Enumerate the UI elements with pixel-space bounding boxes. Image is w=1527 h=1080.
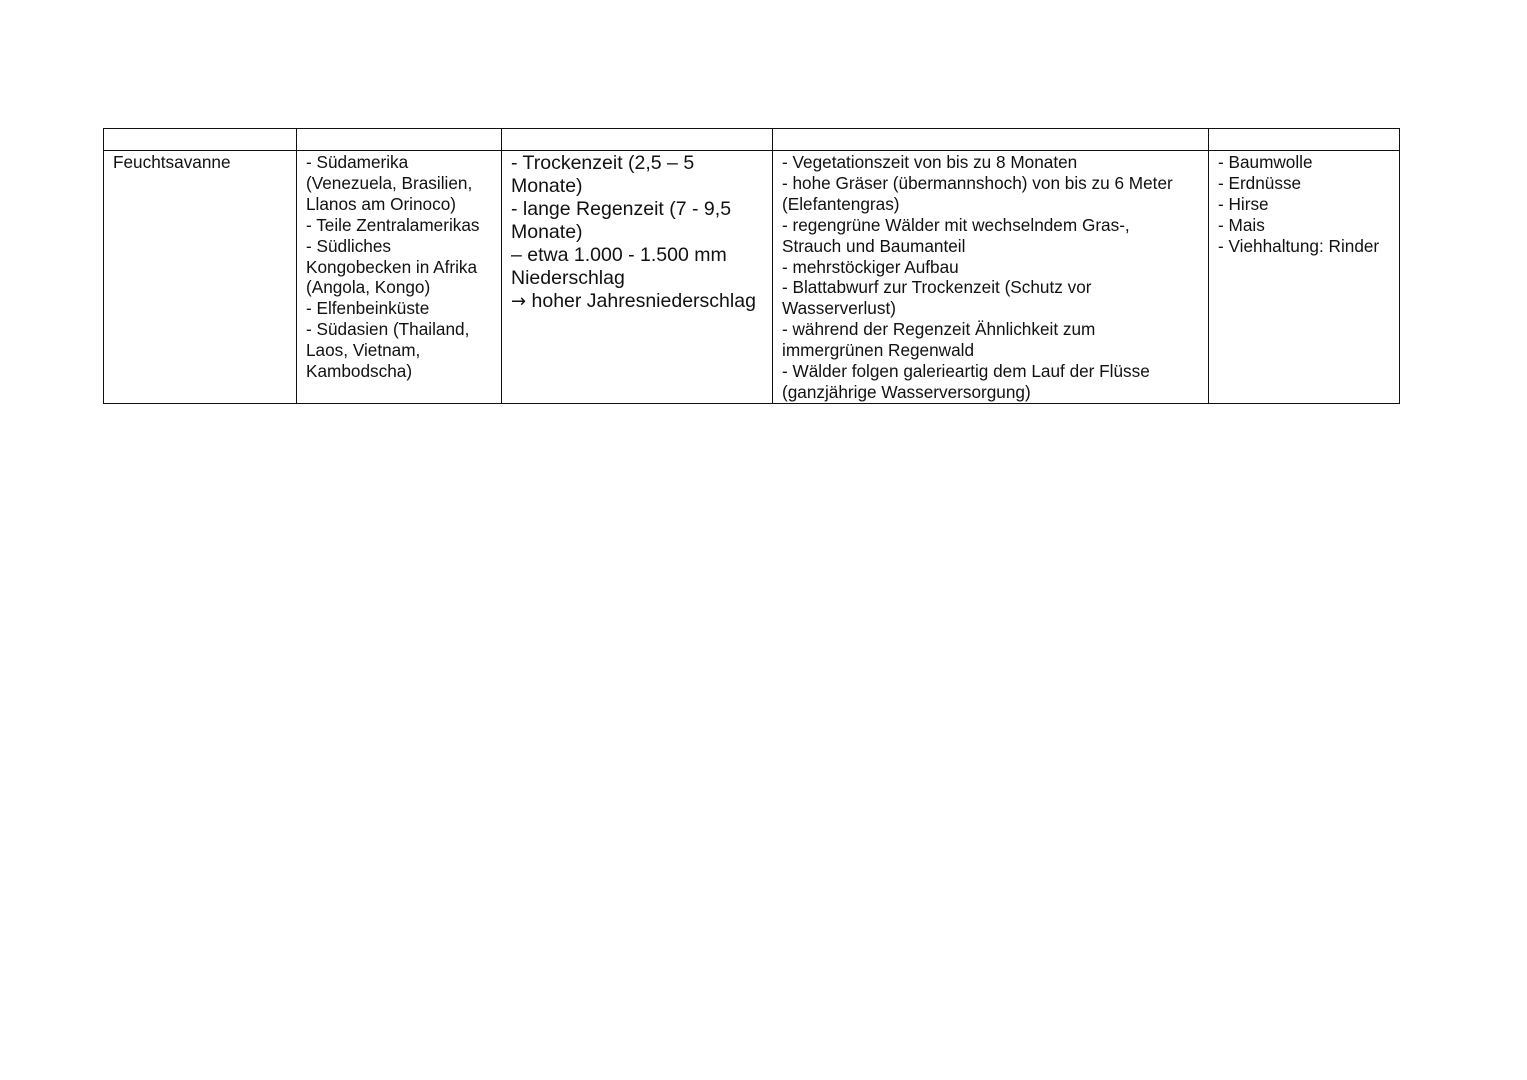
vegetation-line: - Blattabwurf zur Trockenzeit (Schutz vor (782, 277, 1092, 298)
vegetation-line: (ganzjährige Wasserversorgung) (782, 381, 1031, 402)
table-row (104, 151, 1400, 404)
vegetation-line: Wasserverlust) (782, 298, 896, 319)
vegetation-line: - während der Regenzeit Ähnlichkeit zum (782, 319, 1096, 340)
climate-line: Monate) (511, 221, 583, 243)
regions-line: - Südasien (Thailand, (306, 319, 470, 340)
climate-line: - Trockenzeit (2,5 – 5 (511, 152, 695, 174)
vegetation-line: - Vegetationszeit von bis zu 8 Monaten (782, 152, 1078, 172)
climate-cell (502, 151, 773, 404)
regions-line: Laos, Vietnam, (306, 340, 421, 361)
usage-line: - Mais (1218, 214, 1265, 235)
regions-cell (297, 151, 502, 404)
regions-line: Llanos am Orinoco) (306, 193, 456, 214)
climate-line: Monate) (511, 175, 583, 197)
climate-conclusion-text: hoher Jahresniederschlag (531, 290, 756, 312)
usage-line: - Baumwolle (1218, 152, 1313, 172)
header-cell-4 (773, 129, 1209, 151)
table-header-row (104, 129, 1400, 151)
usage-line: - Erdnüsse (1218, 172, 1302, 193)
climate-line: Niederschlag (511, 267, 625, 289)
climate-line: – etwa 1.000 - 1.500 mm (511, 244, 727, 266)
savanna-table (103, 128, 1400, 404)
usage-list (1209, 151, 1399, 257)
savanna-name-cell (104, 151, 297, 404)
usage-line: - Viehhaltung: Rinder (1218, 235, 1380, 256)
regions-line: - Südliches (306, 235, 392, 256)
regions-line: Kongobecken in Afrika (306, 256, 478, 277)
arrow-right-icon: → (511, 291, 527, 312)
climate-conclusion (511, 290, 763, 313)
vegetation-line: - hohe Gräser (übermannshoch) von bis zu 6 Meter (782, 172, 1173, 193)
regions-line: (Angola, Kongo) (306, 277, 431, 298)
climate-list (502, 151, 772, 313)
regions-list (297, 151, 501, 382)
vegetation-line: - mehrstöckiger Aufbau (782, 256, 959, 277)
vegetation-line: Strauch und Baumanteil (782, 235, 966, 256)
regions-line: - Teile Zentralamerikas (306, 214, 480, 235)
savanna-name: Feuchtsavanne (113, 152, 231, 172)
header-cell-5 (1209, 129, 1400, 151)
usage-cell (1209, 151, 1400, 404)
vegetation-line: (Elefantengras) (782, 193, 900, 214)
usage-line: - Hirse (1218, 193, 1269, 214)
vegetation-cell (773, 151, 1209, 404)
vegetation-line: - regengrüne Wälder mit wechselndem Gras-, (782, 214, 1130, 235)
regions-line: (Venezuela, Brasilien, (306, 172, 473, 193)
regions-line: Kambodscha) (306, 361, 413, 382)
regions-line: - Elfenbeinküste (306, 298, 430, 319)
vegetation-list (773, 151, 1208, 403)
vegetation-line: - Wälder folgen galerieartig dem Lauf der Flüsse (782, 361, 1150, 382)
header-cell-1 (104, 129, 297, 151)
header-cell-3 (502, 129, 773, 151)
regions-line: - Südamerika (306, 152, 409, 172)
vegetation-line: immergrünen Regenwald (782, 340, 975, 361)
header-cell-2 (297, 129, 502, 151)
climate-line: - lange Regenzeit (7 - 9,5 (511, 198, 732, 220)
